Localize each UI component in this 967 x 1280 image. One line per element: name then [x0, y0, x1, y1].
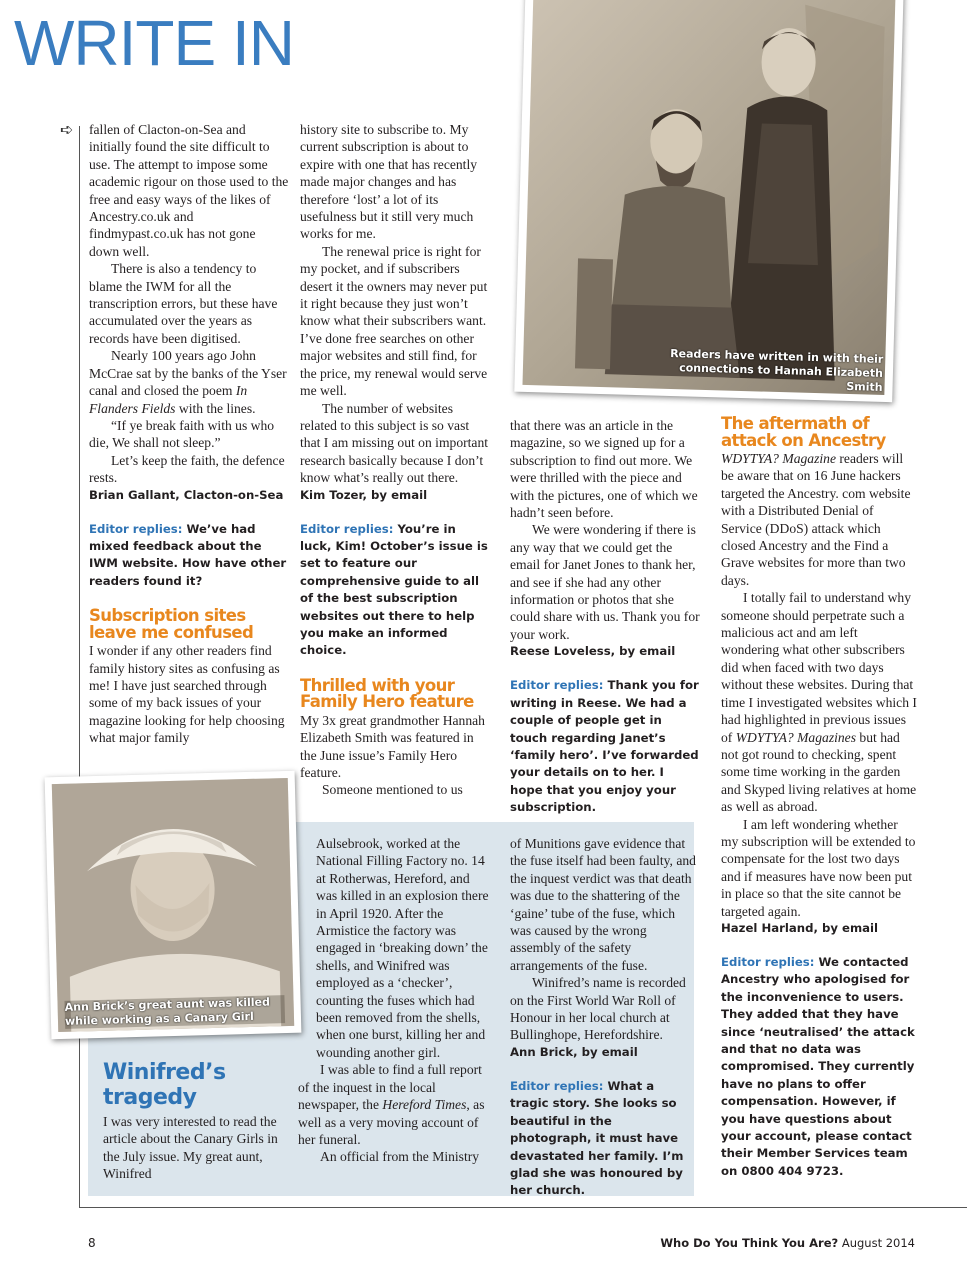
letter-paragraph: My 3x great grandmother Hannah Elizabeth Smith was featured in the June issue’s Family Hero feature.	[300, 712, 485, 780]
letter-signature: Brian Gallant, Clacton-on-Sea	[89, 487, 284, 502]
girl-photo-caption: Ann Brick’s great aunt was killed while working as a Canary Girl	[64, 995, 285, 1029]
letter-paragraph: The renewal price is right for my pocket, and if subscribers desert it the owners may never put it right because they just won’t know what their subscribers want. I’ve done free searches on other major websites and still find, for the price, my renewal would serve me well.	[300, 243, 488, 399]
letter-paragraph: that there was an article in the magazine, so we signed up for a subscription to find out more. We were thrilled with the piece and with the pictures, one of which we hadn’t seen before.	[510, 418, 698, 521]
letter-signature: Reese Loveless, by email	[510, 644, 676, 659]
editor-reply: Editor replies: You’re in luck, Kim! October’s issue is set to feature our comprehensive guide to all of the best subscription websites out there to help you make an informed choice.	[300, 521, 488, 658]
letter-signature: Ann Brick, by email	[510, 1044, 638, 1059]
letter-paragraph: I wonder if any other readers find family history sites as confusing as me! I have just searched through some of my back issues of your magazine looking for help choosing what major family	[89, 643, 285, 746]
winifred-column-b	[298, 835, 493, 1166]
editor-reply: Editor replies: We’ve had mixed feedback about the IWM website. How have other readers found it?	[89, 521, 287, 588]
editor-reply: Editor replies: We contacted Ancestry who apologised for the inconvenience to users. They added that they have since ‘neutralised’ the attack and that no data was compromised. They currently have no plans to offer compensation. However, if you have questions about your account, please contact their Member Services team on 0800 404 9723.	[721, 954, 915, 1178]
letter-signature: Hazel Harland, by email	[721, 920, 879, 935]
letter-paragraph: “If ye break faith with us who die, We shall not sleep.”	[89, 417, 275, 451]
letter-paragraph: fallen of Clacton-on-Sea and initially found the site difficult to use. The attempt to impose some academic rigour on those used to the free and easy ways of the likes of Ancestry.co.uk and findmypast.co.uk has not gone down well.	[89, 122, 289, 259]
letter-heading: Thrilled with your Family Hero feature	[300, 675, 474, 712]
letter-paragraph: Winifred’s name is recorded on the First World War Roll of Honour in her local church at Bullinghope, Herefordshire.	[510, 975, 686, 1043]
letter-paragraph: of Munitions gave evidence that the fuse itself had been faulty, and the inquest verdict was that death was due to the shattering of the ‘gaine’ tube of the fuse, which was caused by the wrong assembly of the safety arrangements of the fuse.	[510, 836, 696, 973]
column-2	[300, 121, 490, 799]
letter-paragraph: We were wondering if there is any way that we could get the email for Janet Jones to thank her, and see if she had any other information or photos that she could share with us. Thank you for your work.	[510, 522, 700, 642]
letter-paragraph: The number of websites related to this subject is so vast that I am missing out on important research basically because I don’t know what’s really out there.	[300, 400, 489, 486]
frame-line-left	[79, 126, 80, 1208]
editor-reply: Editor replies: Thank you for writing in Reese. We had a couple of people get in touch regarding Janet’s ‘family hero’. I’ve forwarded your details on to her. I hope that you enjoy your subscription.	[510, 678, 699, 815]
winifred-column-a	[103, 1060, 283, 1183]
letter-signature: Kim Tozer, by email	[300, 487, 428, 502]
letter-paragraph: I was very interested to read the article about the Canary Girls in the July issue. My great aunt, Winifred	[103, 1114, 278, 1182]
letter-paragraph: There is also a tendency to blame the IWM for all the transcription errors, but these have accumulated over the years as records have been digitised.	[89, 261, 278, 346]
letter-paragraph: I totally fail to understand why someone should perpetrate such a malicious act and am left wondering what other subscribers did when faced with two days without these websites. During that time I investigated websites which I had highlighted in previous issues of WDYTYA? Magazines but had not got round to checking, spent some time working in the garden and Skyped living relatives at home as well as abroad.	[721, 590, 917, 815]
letter-paragraph: Nearly 100 years ago John McCrae sat by the banks of the Yser canal and closed the poem In Flanders Fields with the lines.	[89, 348, 287, 416]
couple-photo-caption: Readers have written in with their connections to Hannah Elizabeth Smith	[669, 346, 884, 394]
section-title: WRITE IN	[14, 7, 294, 79]
footer-masthead	[660, 1236, 915, 1250]
winifred-column-c	[510, 835, 696, 1200]
editor-reply: Editor replies: What a tragic story. She looks so beautiful in the photograph, it must have devastated her family. I’m glad she was honoured by her church.	[510, 1078, 684, 1198]
letter-heading: Subscription sites leave me confused	[89, 606, 254, 642]
letter-paragraph: I am left wondering whether my subscription will be extended to compensate for the lost two days and if measures have now been put in place so that the site cannot be targeted again.	[721, 816, 916, 919]
girl-photo	[45, 771, 302, 1039]
letter-paragraph: Let’s keep the faith, the defence rests.	[89, 452, 285, 486]
letter-paragraph: Aulsebrook, worked at the National Filling Factory no. 14 at Rotherwas, Hereford, and was killed in an explosion there in April 1920. After the Armistice the factory was engaged in ‘breaking down’ the shells, and Winifred was employed as a ‘checker’, counting the fuses which had been removed from the shells, when one burst, killing her and wounding another girl.	[316, 836, 489, 1060]
column-4	[721, 398, 917, 1180]
letter-paragraph: I was able to find a full report of the inquest in the local newspaper, the Hereford Times, as well as a very moving account of her funeral.	[298, 1062, 485, 1147]
letter-paragraph: WDYTYA? Magazine readers will be aware that on 16 June hackers targeted the Ancestry. com website with a Distributed Denial of Service (DDoS) attack which closed Ancestry and the Find a Grave websites for more than two days.	[721, 451, 911, 588]
frame-line-bottom	[79, 1207, 967, 1208]
couple-photo-image	[514, 0, 903, 402]
column-3	[510, 417, 700, 817]
winifred-heading: Winifred’s tragedy	[103, 1060, 226, 1110]
page-number: 8	[88, 1236, 96, 1250]
letter-heading: The aftermath of attack on Ancestry	[721, 414, 886, 450]
continued-arrow-icon: ➪	[60, 120, 74, 139]
footer-magazine: Who Do You Think You Are?	[660, 1236, 839, 1250]
letter-paragraph: history site to subscribe to. My current subscription is about to expire with one that has recently made major changes and has therefore ‘lost’ a lot of its usefulness but it still very much works for me.	[300, 122, 478, 242]
footer-date: August 2014	[841, 1236, 915, 1250]
column-1	[89, 121, 289, 747]
letter-paragraph: Someone mentioned to us	[322, 782, 463, 798]
couple-photo	[514, 0, 903, 402]
letter-paragraph: An official from the Ministry	[320, 1149, 480, 1165]
